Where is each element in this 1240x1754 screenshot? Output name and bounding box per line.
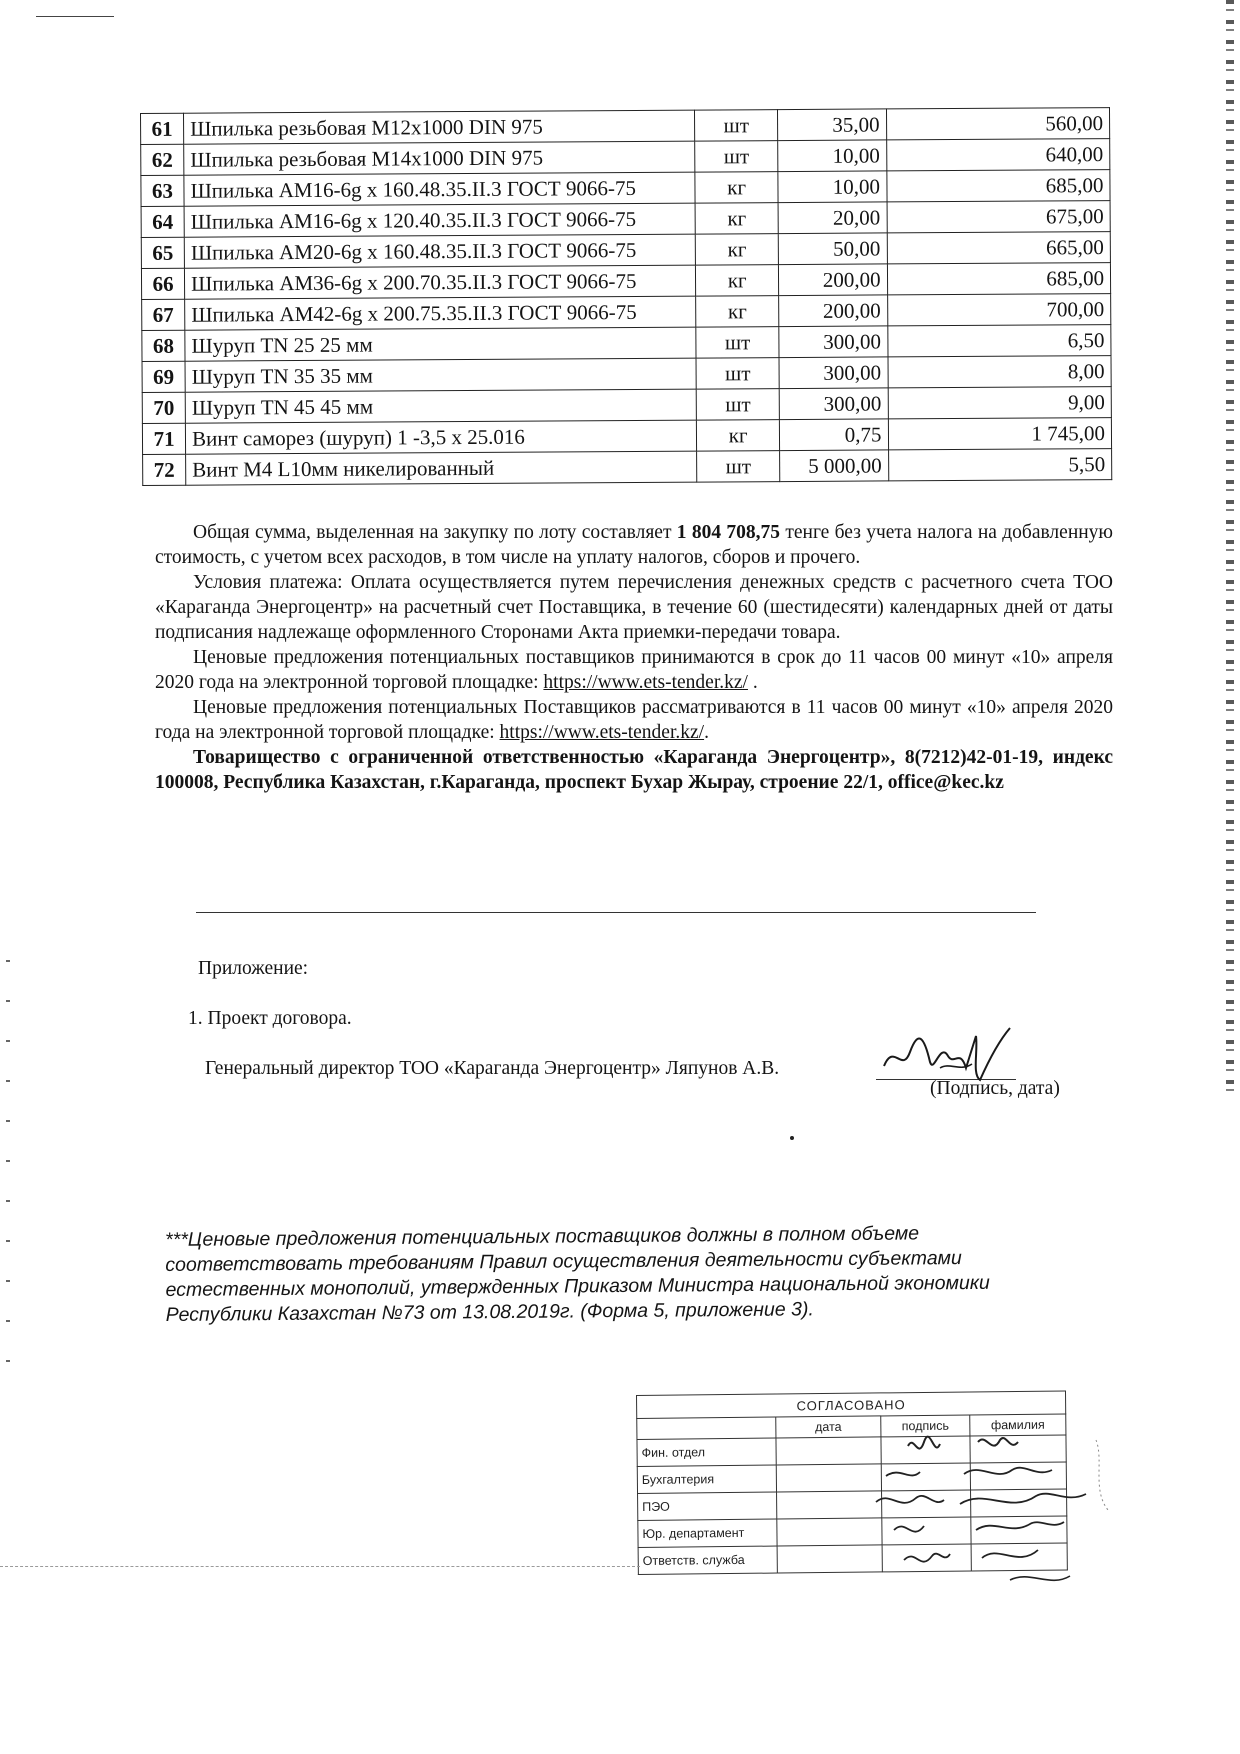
item-price: 9,00 [888,387,1112,419]
item-price: 700,00 [887,294,1111,326]
director-line: Генеральный директор ТОО «Караганда Энергоцентр» Ляпунов А.В. [205,1058,780,1079]
item-price: 675,00 [887,201,1111,233]
item-name: Шпилька АМ42-6g х 200.75.35.II.3 ГОСТ 9066-75 [185,296,696,330]
item-unit: кг [696,296,779,328]
stamp-date [777,1545,882,1573]
stamp-header-empty [637,1417,776,1439]
scan-artifact-dot [790,1136,794,1140]
item-number: 62 [141,144,184,175]
item-quantity: 10,00 [778,171,886,203]
item-number: 69 [142,361,185,392]
item-price: 685,00 [887,263,1111,295]
stamp-name [971,1516,1067,1544]
item-price: 560,00 [886,108,1110,140]
item-number: 63 [141,175,184,206]
item-number: 68 [142,330,185,361]
item-name: Шуруп TN 35 35 мм [185,358,696,392]
body-text [155,520,1113,795]
approval-table [636,1390,1068,1574]
review-end: . [704,722,709,743]
item-price: 1 745,00 [888,418,1112,450]
accept-link[interactable]: https://www.ets-tender.kz/ [543,672,748,693]
item-name: Шпилька АМ20-6g х 160.48.35.II.3 ГОСТ 9066-75 [184,234,695,268]
total-paragraph [155,520,1113,570]
item-name: Винт саморез (шуруп) 1 -3,5 х 25.016 [185,420,696,454]
appendix-label: Приложение: [198,958,309,979]
total-text: Общая сумма, выделенная на закупку по лоту составляет [193,522,677,543]
item-unit: шт [697,451,780,483]
accept-paragraph [155,645,1113,695]
item-name: Шпилька резьбовая М14х1000 DIN 975 [184,141,695,175]
item-number: 64 [141,206,184,237]
stamp-name [970,1462,1066,1490]
item-number: 70 [142,392,185,423]
stamp-header-name: фамилия [970,1414,1066,1436]
item-quantity: 200,00 [779,295,887,327]
item-unit: шт [695,141,778,173]
stamp-header-date: дата [776,1416,881,1438]
stamp-title: СОГЛАСОВАНО [637,1391,1066,1418]
review-paragraph [155,695,1113,745]
item-unit: шт [696,358,779,390]
item-quantity: 300,00 [779,326,887,358]
item-quantity: 20,00 [778,202,886,234]
item-quantity: 200,00 [779,264,887,296]
item-name: Шуруп TN 25 25 мм [185,327,696,361]
total-text-end: тенге без учета налога на добавленную стоимость, с учетом всех расходов, в том числе на уплату налогов, сборов и прочего. [155,522,1114,568]
stamp-row [638,1543,1067,1574]
item-quantity: 300,00 [779,357,887,389]
stamp-department: Фин. отдел [637,1438,776,1466]
item-quantity: 300,00 [779,388,887,420]
stamp-sign [881,1436,970,1464]
stamp-sign [881,1463,970,1491]
item-quantity: 10,00 [778,140,886,172]
item-unit: кг [695,203,778,235]
stamp-date [777,1518,882,1546]
item-unit: кг [695,172,778,204]
appendix-item: 1. Проект договора. [188,1008,352,1029]
item-number: 66 [141,268,184,299]
item-number: 72 [143,454,186,485]
item-name: Шпилька резьбовая М12х1000 DIN 975 [184,110,695,144]
items-table-body [141,108,1112,486]
item-price: 8,00 [888,356,1112,388]
approval-rows [637,1435,1067,1574]
item-unit: шт [696,389,779,421]
scan-artifact-dots [6,960,10,1380]
scan-artifact-line [36,16,114,17]
stamp-name [970,1435,1066,1463]
stamp-date [777,1491,882,1519]
item-number: 67 [142,299,185,330]
item-unit: шт [695,110,778,142]
table-row [143,449,1112,486]
scan-artifact-dashed-line [0,1566,640,1567]
separator-line [196,912,1036,913]
director-signature [880,1022,1020,1092]
item-price: 6,50 [887,325,1111,357]
signature-caption: (Подпись, дата) [930,1078,1060,1099]
item-unit: кг [697,420,780,452]
accept-end: . [747,672,758,693]
organization-details: Товарищество с ограниченной ответственностью «Караганда Энергоцентр», 8(7212)42-01-19, индекс 100008, Республика Казахстан, г.Караганда, проспект Бухар Жырау, строение 22/1, office@kec.kz [155,747,1113,793]
item-unit: кг [696,265,779,297]
item-quantity: 35,00 [778,109,886,141]
stamp-department: Юр. департамент [638,1519,777,1547]
stamp-date [776,1464,881,1492]
stamp-name [971,1543,1067,1571]
item-price: 640,00 [886,139,1110,171]
review-link[interactable]: https://www.ets-tender.kz/ [499,722,705,743]
approval-stamp [636,1390,1068,1604]
item-price: 685,00 [886,170,1110,202]
stamp-department: ПЭО [638,1492,777,1520]
stamp-date [776,1437,881,1465]
item-number: 61 [141,113,184,144]
total-amount: 1 804 708,75 [676,522,781,543]
footnote: ***Ценовые предложения потенциальных поставщиков должны в полном объеме соответствовать требованиям Правил осуществления деятельности субъектами естественных монополий, утвержденных Приказом Министра национальной экономики Республики Казахстан №73 от 13.08.2019г. (Форма 5, приложение 3). [165,1222,990,1326]
accept-text: Ценовые предложения потенциальных поставщиков принимаются в срок до 11 часов 00 минут «10» апреля 2020 года на электронной торговой площадке: [155,647,1113,693]
item-name: Шпилька АМ36-6g х 200.70.35.II.3 ГОСТ 9066-75 [185,265,696,299]
stamp-header-sign: подпись [881,1415,970,1437]
item-name: Шпилька АМ16-6g х 120.40.35.II.3 ГОСТ 9066-75 [184,203,695,237]
item-name: Шуруп TN 45 45 мм [185,389,696,423]
stamp-sign [882,1544,971,1572]
item-quantity: 50,00 [779,233,887,265]
item-price: 5,50 [888,449,1112,481]
item-name: Винт М4 L10мм никелированный [186,451,697,485]
item-price: 665,00 [887,232,1111,264]
stamp-sign [882,1517,971,1545]
stamp-department: Ответств. служба [638,1546,777,1574]
stamp-sign [882,1490,971,1518]
item-quantity: 5 000,00 [780,450,888,482]
item-number: 71 [142,423,185,454]
item-unit: шт [696,327,779,359]
stamp-department: Бухгалтерия [637,1465,776,1493]
stamp-name [971,1489,1067,1517]
items-table [140,107,1112,486]
item-unit: кг [695,234,778,266]
item-name: Шпилька АМ16-6g х 160.48.35.II.3 ГОСТ 9066-75 [184,172,695,206]
item-number: 65 [141,237,184,268]
scan-artifact-edge [1226,0,1234,1100]
review-text: Ценовые предложения потенциальных Поставщиков рассматриваются в 11 часов 00 минут «10» апреля 2020 года на электронной торговой площадке: [155,697,1113,743]
item-quantity: 0,75 [780,419,888,451]
payment-paragraph: Условия платежа: Оплата осуществляется путем перечисления денежных средств с расчетного счета ТОО «Караганда Энергоцентр» на расчетный счет Поставщика, в течение 60 (шестидесяти) календарных дней от даты подписания надлежаще оформленного Сторонами Акта приемки-передачи товара. [155,572,1113,643]
